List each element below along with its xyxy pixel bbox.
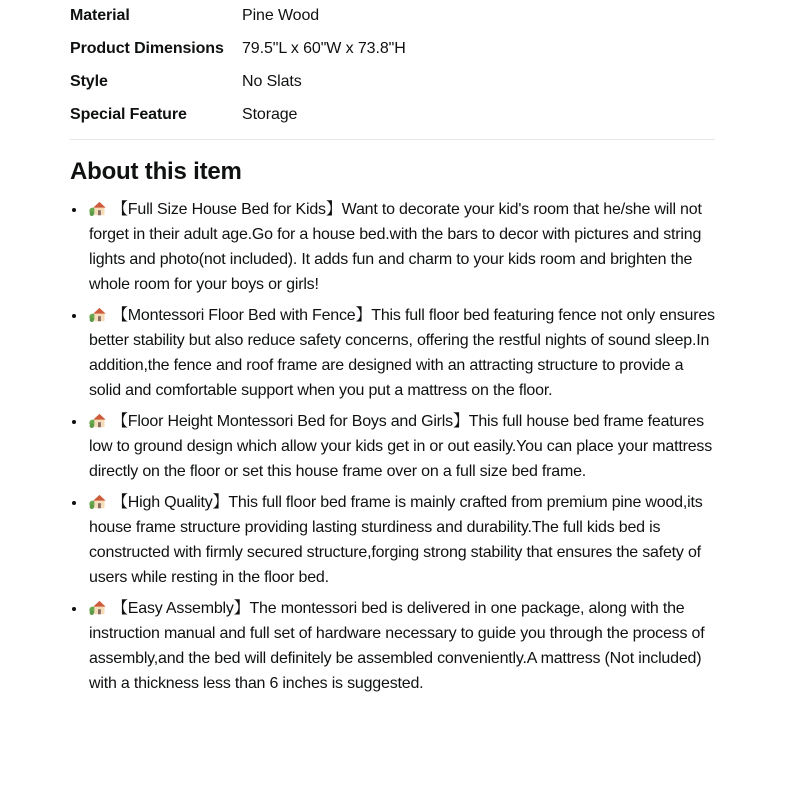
spec-row-product-dimensions bbox=[70, 33, 406, 66]
feature-bullet-text: 【Full Size House Bed for Kids】Want to decorate your kid's room that he/she will not forget in their adult age.Go for a house bed.with the bars to decor with pictures and string lights and photo(not included). It adds fun and charm to your kids room and brighten the whole room for your boys or girls! bbox=[89, 201, 702, 293]
feature-bullet-text: 【High Quality】This full floor bed frame is mainly crafted from premium pine wood,its house frame structure providing lasting sturdiness and durability.The full kids bed is constructed with firmly secured structure,forging strong stability that ensures the safety of users while resting in the floor bed. bbox=[89, 494, 703, 586]
feature-bullet bbox=[87, 303, 715, 403]
spec-value: Pine Wood bbox=[242, 7, 320, 24]
feature-bullet bbox=[87, 490, 715, 590]
spec-label: Product Dimensions bbox=[70, 40, 224, 57]
house-with-garden-icon bbox=[89, 598, 107, 614]
spec-label: Style bbox=[70, 73, 108, 90]
house-with-garden-icon bbox=[89, 492, 107, 508]
feature-bullet bbox=[87, 409, 715, 484]
about-this-item-heading: About this item bbox=[70, 158, 242, 185]
spec-label: Material bbox=[70, 7, 130, 24]
house-with-garden-icon bbox=[89, 411, 107, 427]
spec-value: Storage bbox=[242, 106, 298, 123]
spec-row-special-feature bbox=[70, 99, 406, 127]
spec-table bbox=[70, 0, 406, 127]
spec-label: Special Feature bbox=[70, 106, 187, 123]
spec-value: No Slats bbox=[242, 73, 302, 90]
house-with-garden-icon bbox=[89, 305, 107, 321]
feature-bullet bbox=[87, 197, 715, 297]
spec-row-style bbox=[70, 66, 406, 99]
section-divider bbox=[70, 139, 715, 140]
feature-bullet bbox=[87, 596, 715, 696]
spec-row-material bbox=[70, 0, 406, 33]
spec-value: 79.5"L x 60"W x 73.8"H bbox=[242, 40, 406, 57]
feature-bullet-text: 【Easy Assembly】The montessori bed is delivered in one package, along with the instruction manual and full set of hardware necessary to guide you through the process of assembly,and the bed will definitely be assembled conveniently.A mattress (Not included) with a thickness less than 6 inches is suggested. bbox=[89, 600, 705, 692]
about-item-list bbox=[70, 197, 715, 696]
feature-bullet-text: 【Montessori Floor Bed with Fence】This full floor bed featuring fence not only ensures better stability but also reduce safety concerns, offering the restful nights of sound sleep.In addition,the fence and roof frame are designed with an attracting structure to provide a solid and comfortable support when you put a mattress on the floor. bbox=[89, 307, 715, 399]
house-with-garden-icon bbox=[89, 199, 107, 215]
feature-bullet-text: 【Floor Height Montessori Bed for Boys and Girls】This full house bed frame features low to ground design which allow your kids get in or out easily.You can place your mattress directly on the floor or set this house frame over on a full size bed frame. bbox=[89, 413, 713, 480]
